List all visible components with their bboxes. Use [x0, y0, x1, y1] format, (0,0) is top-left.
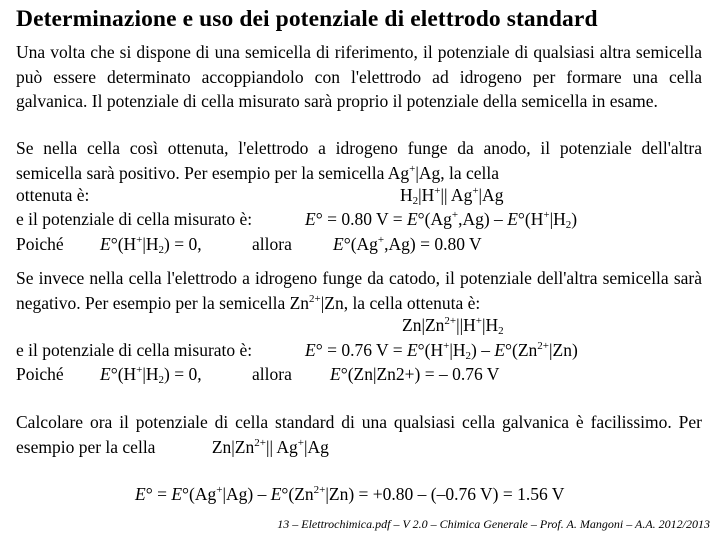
anode-hydrogen-equation: $E^\circ(H^+|H_2) = 0$, [100, 234, 202, 256]
cathode-measured-label: e il potenziale di cella misurato è: [16, 340, 253, 360]
cathode-result: E°(Zn|Zn2+) = – 0.76 V [330, 364, 500, 384]
calc-paragraph: Calcolare ora il potenziale di cella standard di una qualsiasi cella galvanica è facilissimo. Per esempio per la cella $Zn|Zn^{2+}||$ Ag+|Ag [16, 412, 702, 457]
cathode-paragraph: Se invece nella cella l'elettrodo a idrogeno funge da catodo, il potenziale dell'altra semicella sarà negativo. Per esempio per la semicella $Zn^{2+}|Zn$, la cella ottenuta è: [16, 268, 702, 313]
anode-result: E°(Ag+,Ag) = 0.80 V [333, 234, 482, 254]
cathode-allora: allora [252, 364, 292, 384]
cathode-measured-equation: E° = 0.76 $V = E^\circ(H^+|H_2) - E^\circ(Zn^{2+}|Zn)$ [305, 340, 578, 362]
anode-paragraph: Se nella cella così ottenuta, l'elettrodo a idrogeno funge da anodo, il potenziale dell'altra semicella sarà positivo. Per esempio per la semicella Ag+|Ag, la cella [16, 138, 702, 183]
cathode-poiche: Poiché [16, 364, 64, 384]
cathode-hydrogen-equation: $E^\circ(H^+|H_2) = 0$, [100, 364, 202, 386]
anode-cell-label: ottenuta è: [16, 185, 90, 205]
anode-cell-notation: $H_2|H^+||$ Ag+|Ag [400, 185, 504, 207]
final-equation: $E^\circ = E^\circ(Ag^+|Ag) - E^\circ(Zn^{2+}|Zn) = +0.80 - (-0.76$ V) = 1.56 V [135, 484, 565, 504]
anode-measured-label: e il potenziale di cella misurato è: [16, 209, 253, 229]
anode-measured-equation: E° = 0.80 $V = E^\circ(Ag^+,Ag) - E^\circ(H^+|H_2)$ [305, 209, 578, 231]
anode-allora: allora [252, 234, 292, 254]
intro-paragraph: Una volta che si dispone di una semicella di riferimento, il potenziale di qualsiasi altra semicella può essere determinato accoppiandolo con l'elettrodo ad idrogeno per formare una cella galvanica. Il potenziale di cella misurato sarà proprio il potenziale della semicella in esame. [16, 42, 702, 111]
cathode-cell-notation: $Zn|Zn^{2+}||H^+|H_2$ [402, 315, 504, 337]
anode-poiche: Poiché [16, 234, 64, 254]
page-title: Determinazione e uso dei potenziale di elettrodo standard [16, 6, 598, 32]
footer: 13 – Elettrochimica.pdf – V 2.0 – Chimica Generale – Prof. A. Mangoni – A.A. 2012/2013 [277, 517, 710, 531]
